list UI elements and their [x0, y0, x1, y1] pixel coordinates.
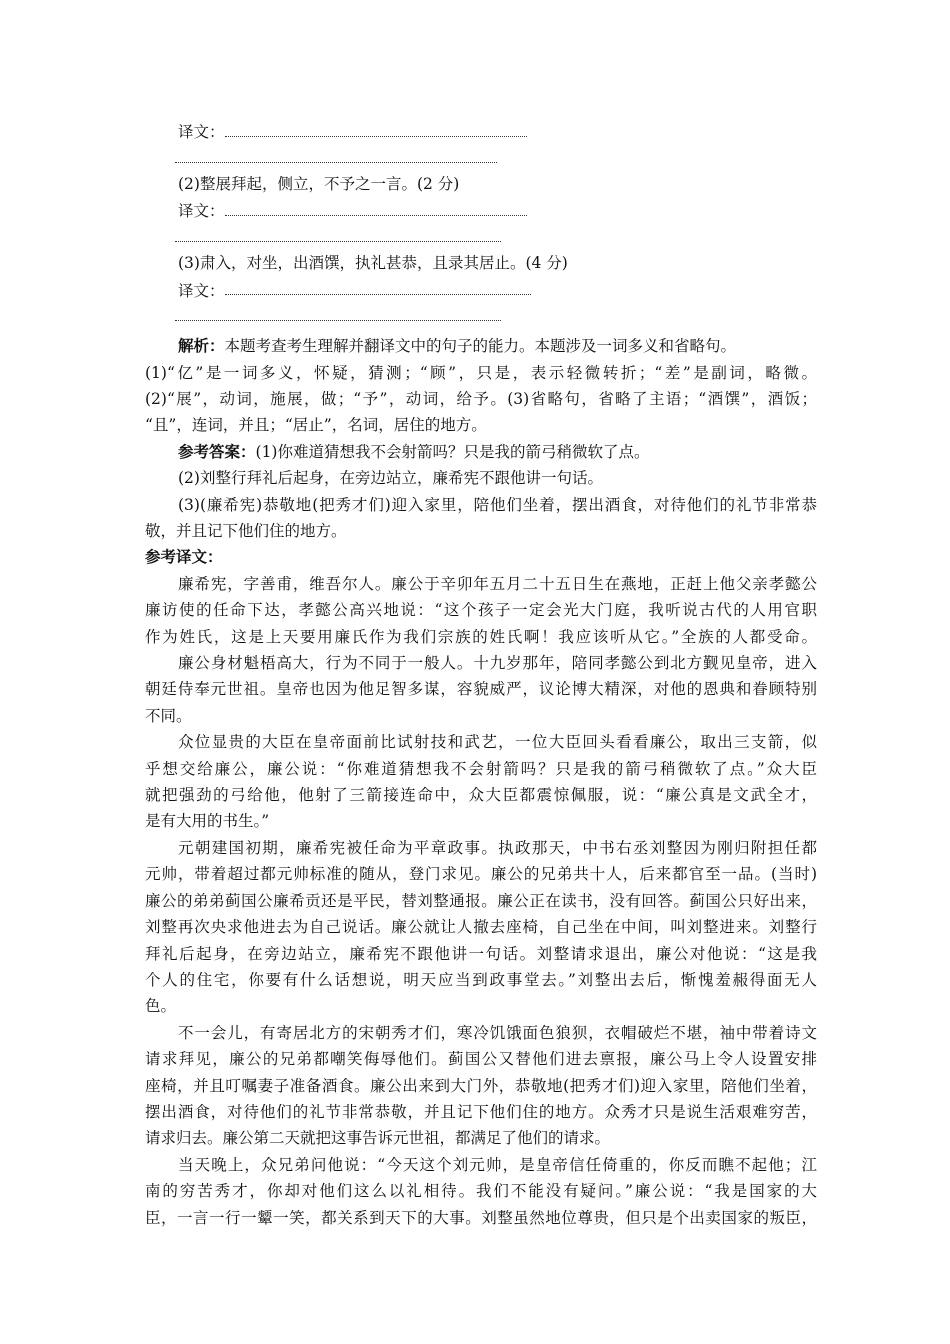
translation-label: 译文：: [178, 281, 225, 300]
question-2: (2)整展拜起，侧立，不予之一言。(2 分): [178, 174, 460, 193]
paragraph-line: 元朝建国初期，廉希宪被任命为平章政事。执政那天，中书右丞刘整因为刚归附担任都: [178, 838, 817, 857]
paragraph-line: 请求拜见，廉公的兄弟都嘲笑侮辱他们。蓟国公又替他们进去禀报，廉公马上令人设置安排: [145, 1050, 817, 1069]
translation-paragraph-6: [145, 1152, 817, 1231]
translation-paragraph-4: [145, 835, 817, 1020]
paragraph-line: 就把强劲的弓给他，他射了三箭接连命中，众大臣都震惊佩服，说：“廉公真是文武全才，: [145, 786, 817, 805]
answer-blank-line[interactable]: [175, 162, 497, 163]
answer-first-line: [145, 439, 817, 465]
paragraph-line: 作为姓氏，这是上天要用廉氏作为我们宗族的姓氏啊！我应该听从它。”全族的人都受命。: [145, 627, 817, 646]
answer-blank-line[interactable]: [225, 136, 527, 137]
translation-heading: 参考译文：: [145, 547, 223, 567]
paragraph-line: 摆出酒食，对待他们的礼节非常恭敬，并且记下他们住的地方。众秀才只是说生活艰难穷苦，: [145, 1102, 817, 1121]
paragraph-line: 不一会儿，有寄居北方的宋朝秀才们，寒冷饥饿面色狼狈，衣帽破烂不堪，袖中带着诗文: [178, 1023, 817, 1042]
paragraph-line: 座椅，并且叮嘱妻子准备酒食。廉公出来到大门外，恭敬地(把秀才们)迎入家里，陪他们坐着，: [145, 1076, 817, 1095]
paragraph-line: 乎想交给廉公，廉公说：“你难道猜想我不会射箭吗？只是我的箭弓稍微软了点。”众大臣: [145, 759, 817, 778]
analysis-line: (2)“展”，动词，施展，做；“予”，动词，给予。(3)省略句，省略了主语；“酒馔”，酒饭；: [145, 389, 817, 408]
paragraph-line: 廉希宪，字善甫，维吾尔人。廉公于辛卯年五月二十五日生在燕地，正赶上他父亲孝懿公: [178, 574, 817, 593]
translation-paragraph-2: [145, 650, 817, 729]
paragraph-line: 元帅，带着超过都元帅标准的随从，登门求见。廉公的兄弟共十人，后来都官至一品。(当时): [145, 865, 817, 884]
answer-blank-line[interactable]: [175, 320, 501, 321]
paragraph-line: 拜礼后起身，在旁边站立，廉希宪不跟他讲一句话。刘整请求退出，廉公对他说：“这是我: [145, 944, 817, 963]
translation-paragraph-5: [145, 1020, 817, 1152]
paragraph-line: 廉公的弟弟蓟国公廉希贡还是平民，替刘整通报。廉公正在读书，没有回答。蓟国公只好出来，: [145, 891, 817, 910]
paragraph-line: 廉公身材魁梧高大，行为不同于一般人。十九岁那年，陪同孝懿公到北方觐见皇帝，进入: [178, 654, 817, 673]
answer-3-line: 敬，并且记下他们住的地方。: [145, 522, 347, 540]
answer-blank-line[interactable]: [225, 294, 531, 295]
answer-blank-line[interactable]: [225, 215, 527, 216]
answer-blank-row: [145, 197, 817, 223]
answer-blank-row: [145, 118, 817, 144]
translation-label: 译文：: [178, 123, 225, 142]
answer-label: 参考答案：: [178, 441, 256, 461]
paragraph-line: 臣，一言一行一颦一笑，都关系到天下的大事。刘整虽然地位尊贵，但只是个出卖国家的叛臣，: [145, 1208, 817, 1227]
paragraph-line: 众位显贵的大臣在皇帝面前比试射技和武艺，一位大臣回头看看廉公，取出三支箭，似: [178, 733, 817, 752]
answer-1: (1)你难道猜想我不会射箭吗？只是我的箭弓稍微软了点。: [255, 442, 650, 461]
paragraph-line: 请求归去。廉公第二天就把这事告诉元世祖，都满足了他们的请求。: [145, 1129, 611, 1148]
answer-blank-line[interactable]: [175, 241, 501, 242]
paragraph-line: 朝廷侍奉元世祖。皇帝也因为他足智多谋，容貌威严，议论博大精深，对他的恩典和眷顾特别: [145, 680, 817, 699]
paragraph-line: 南的穷苦秀才，你却对他们这么以礼相待。我们不能没有疑问。”廉公说：“我是国家的大: [145, 1182, 817, 1201]
answer-blank-row: [145, 224, 817, 250]
analysis-label: 解析：: [178, 336, 225, 356]
translation-paragraph-3: [145, 729, 817, 835]
paragraph-line: 色。: [145, 997, 177, 1016]
answer-blank-row: [145, 276, 817, 302]
paragraph-line: 当天晚上，众兄弟问他说：“今天这个刘元帅，是皇帝信任倚重的，你反而瞧不起他；江: [178, 1155, 817, 1174]
answer-blank-row: [145, 303, 817, 329]
answer-2: (2)刘整行拜礼后起身，在旁边站立，廉希宪不跟他讲一句话。: [178, 469, 603, 488]
paragraph-line: 刘整再次央求他进去为自己说话。廉公就让人撤去座椅，自己坐在中间，叫刘整进来。刘整行: [145, 918, 817, 937]
paragraph-line: 不同。: [145, 706, 192, 725]
paragraph-line: 个人的住宅，你要有什么话想说，明天应当到政事堂去。”刘整出去后，惭愧羞赧得面无人: [145, 970, 817, 989]
answer-3-line: (3)(廉希宪)恭敬地(把秀才们)迎入家里，陪他们坐着，摆出酒食，对待他们的礼节非常恭: [178, 495, 817, 514]
translation-paragraph-1: [145, 571, 817, 650]
document-page: [145, 118, 817, 1231]
translation-label: 译文：: [178, 202, 225, 221]
question-3: (3)肃入，对坐，出酒馔，执礼甚恭，且录其居止。(4 分): [178, 253, 568, 272]
paragraph-line: 是有大用的书生。”: [145, 812, 270, 831]
analysis-first-line: [145, 333, 817, 359]
analysis-line: (1)“亿”是一词多义，怀疑，猜测；“顾”，只是，表示轻微转折；“差”是副词，略微。: [145, 363, 817, 382]
answer-blank-row: [145, 144, 817, 170]
analysis-line: “且”，连词，并且；“居止”，名词，居住的地方。: [145, 416, 487, 435]
paragraph-line: 廉访使的任命下达，孝懿公高兴地说：“这个孩子一定会光大门庭，我听说古代的人用官职: [145, 601, 817, 620]
analysis-line: 本题考查考生理解并翻译文中的句子的能力。本题涉及一词多义和省略句。: [224, 337, 737, 356]
